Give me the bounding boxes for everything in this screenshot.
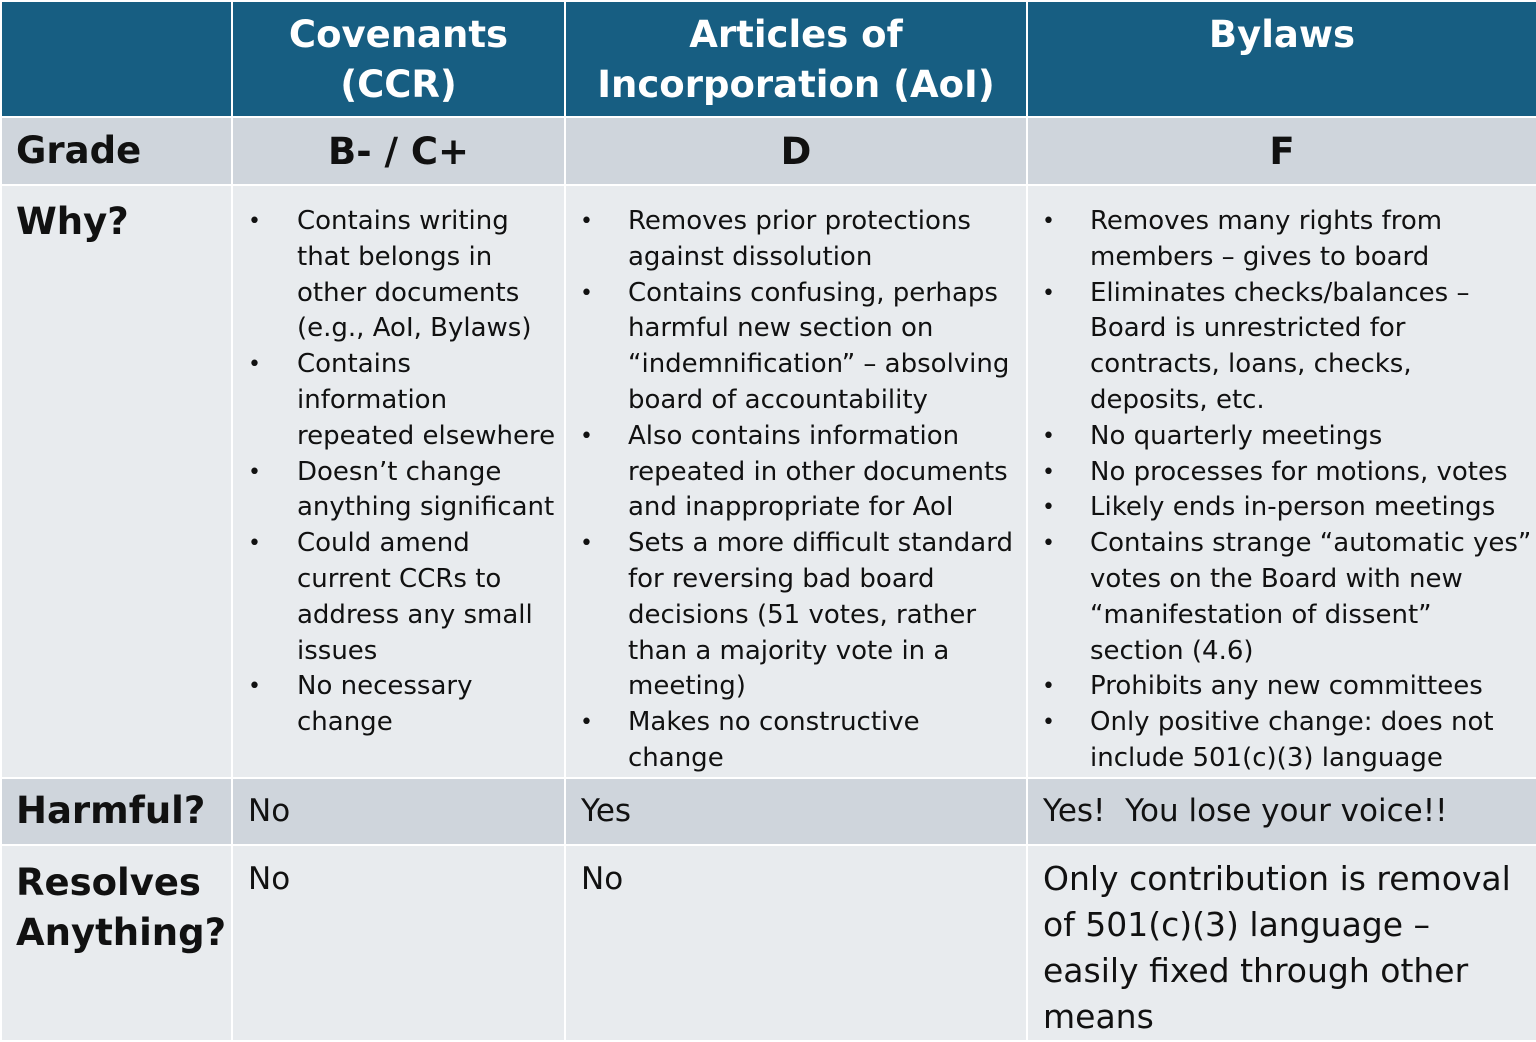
header-covenants (232, 1, 565, 117)
resolves-ccr: No (232, 845, 565, 1041)
harmful-aoi: Yes (565, 778, 1027, 845)
list-item: • Could amend current CCRs to address any small issues (233, 526, 564, 669)
list-item: • Prohibits any new committees (1028, 669, 1536, 705)
grade-ccr: B- / C+ (232, 117, 565, 185)
header-articles-line1: Articles of (689, 13, 903, 56)
list-item: • No quarterly meetings (1028, 419, 1536, 455)
resolves-label (1, 845, 232, 1041)
header-row (1, 1, 1536, 117)
list-item: • Only positive change: does not include 501(c)(3) language (1028, 705, 1536, 777)
list-item: • Makes no constructive change (566, 705, 1026, 777)
grade-bylaws: F (1027, 117, 1536, 185)
grade-aoi: D (565, 117, 1027, 185)
list-item: • Doesn’t change anything significant (233, 455, 564, 527)
grade-row (1, 117, 1536, 185)
list-item: • Removes prior protections against dissolution (566, 204, 1026, 276)
resolves-label-line1: Resolves (16, 860, 201, 904)
header-bylaws-line1: Bylaws (1208, 13, 1356, 56)
why-ccr-cell (232, 185, 565, 778)
header-articles (565, 1, 1027, 117)
list-item: • Likely ends in-person meetings (1028, 490, 1536, 526)
list-item: • Removes many rights from members – gives to board (1028, 204, 1536, 276)
list-item: • Contains confusing, perhaps harmful new section on “indemnification” – absolving board of accountability (566, 276, 1026, 419)
header-covenants-line2: (CCR) (340, 63, 457, 106)
why-bylaws-cell (1027, 185, 1536, 778)
header-corner (1, 1, 232, 117)
header-bylaws (1027, 1, 1536, 117)
resolves-aoi: No (565, 845, 1027, 1041)
why-bylaws-list (1028, 186, 1536, 777)
why-label: Why? (1, 185, 232, 778)
resolves-bylaws: Only contribution is removal of 501(c)(3) language – easily fixed through other means (1027, 845, 1536, 1041)
why-ccr-list (233, 186, 564, 741)
list-item: • No necessary change (233, 669, 564, 741)
why-row (1, 185, 1536, 778)
list-item: • No processes for motions, votes (1028, 455, 1536, 491)
list-item: • Eliminates checks/balances – Board is unrestricted for contracts, loans, checks, deposits, etc. (1028, 276, 1536, 419)
why-aoi-cell (565, 185, 1027, 778)
harmful-row (1, 778, 1536, 845)
header-covenants-line1: Covenants (288, 13, 509, 56)
resolves-label-line2: Anything? (16, 910, 227, 954)
resolves-row (1, 845, 1536, 1041)
grade-label: Grade (1, 117, 232, 185)
list-item: • Also contains information repeated in other documents and inappropriate for AoI (566, 419, 1026, 526)
list-item: • Sets a more difficult standard for reversing bad board decisions (51 votes, rather than a majority vote in a meeting) (566, 526, 1026, 705)
harmful-label: Harmful? (1, 778, 232, 845)
harmful-bylaws: Yes! You lose your voice!! (1027, 778, 1536, 845)
harmful-ccr: No (232, 778, 565, 845)
header-articles-line2: Incorporation (AoI) (597, 63, 995, 106)
list-item: • Contains information repeated elsewhere (233, 347, 564, 454)
why-aoi-list (566, 186, 1026, 777)
list-item: • Contains strange “automatic yes” votes on the Board with new “manifestation of dissent” section (4.6) (1028, 526, 1536, 669)
list-item: • Contains writing that belongs in other documents (e.g., AoI, Bylaws) (233, 204, 564, 347)
